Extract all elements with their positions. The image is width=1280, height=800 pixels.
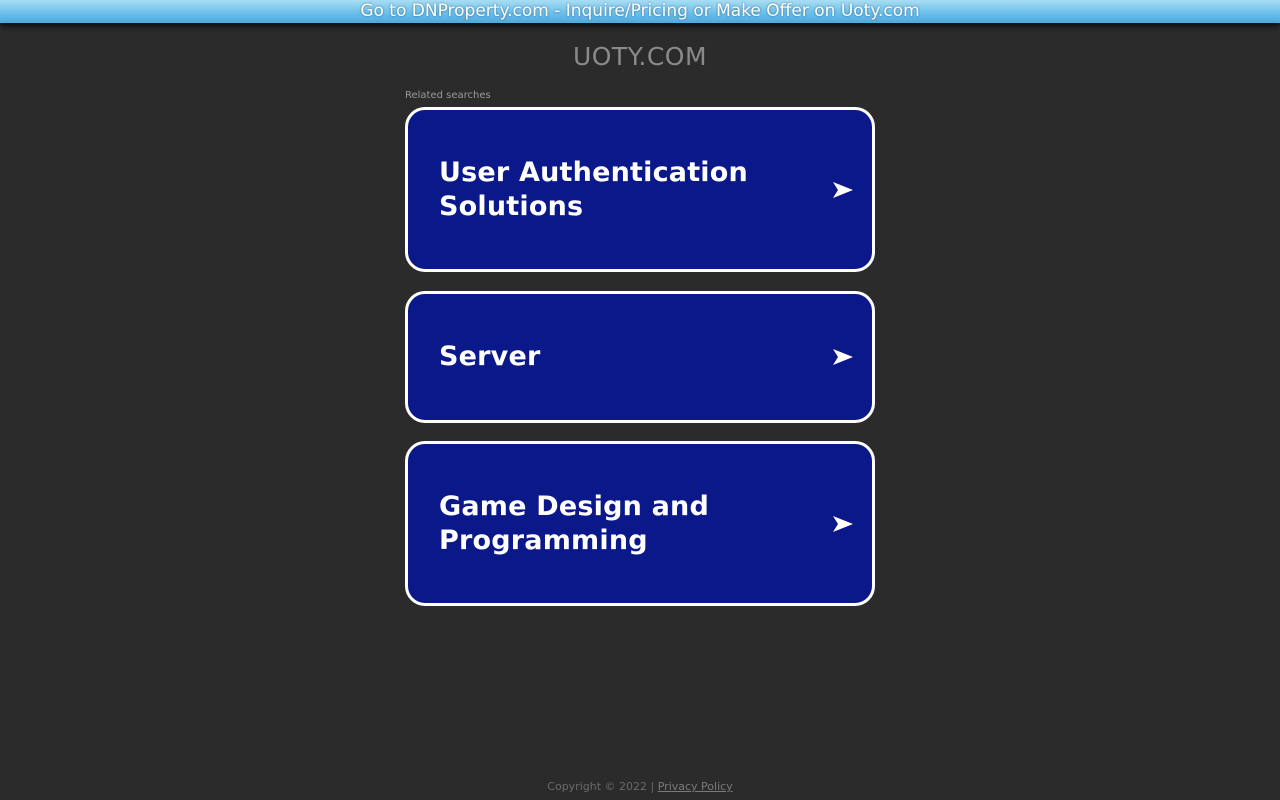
card-label: Server bbox=[439, 341, 541, 372]
arrow-right-icon bbox=[832, 515, 854, 533]
privacy-policy-link[interactable]: Privacy Policy bbox=[657, 780, 733, 793]
domain-title: UOTY.COM bbox=[572, 42, 708, 71]
copyright-text: Copyright © 2022 | bbox=[547, 780, 655, 793]
related-search-card[interactable] bbox=[405, 107, 875, 272]
related-search-card[interactable] bbox=[405, 291, 875, 423]
footer bbox=[0, 780, 1280, 793]
card-label: User Authentication Solutions bbox=[439, 156, 748, 222]
card-label: Game Design and Programming bbox=[439, 490, 709, 556]
related-searches-label: Related searches bbox=[405, 90, 491, 101]
arrow-right-icon bbox=[832, 348, 854, 366]
related-search-card[interactable] bbox=[405, 441, 875, 606]
top-banner-link[interactable] bbox=[0, 0, 1280, 23]
banner-text: Go to DNProperty.com - Inquire/Pricing or Make Offer on Uoty.com bbox=[360, 1, 920, 21]
arrow-right-icon bbox=[832, 181, 854, 199]
